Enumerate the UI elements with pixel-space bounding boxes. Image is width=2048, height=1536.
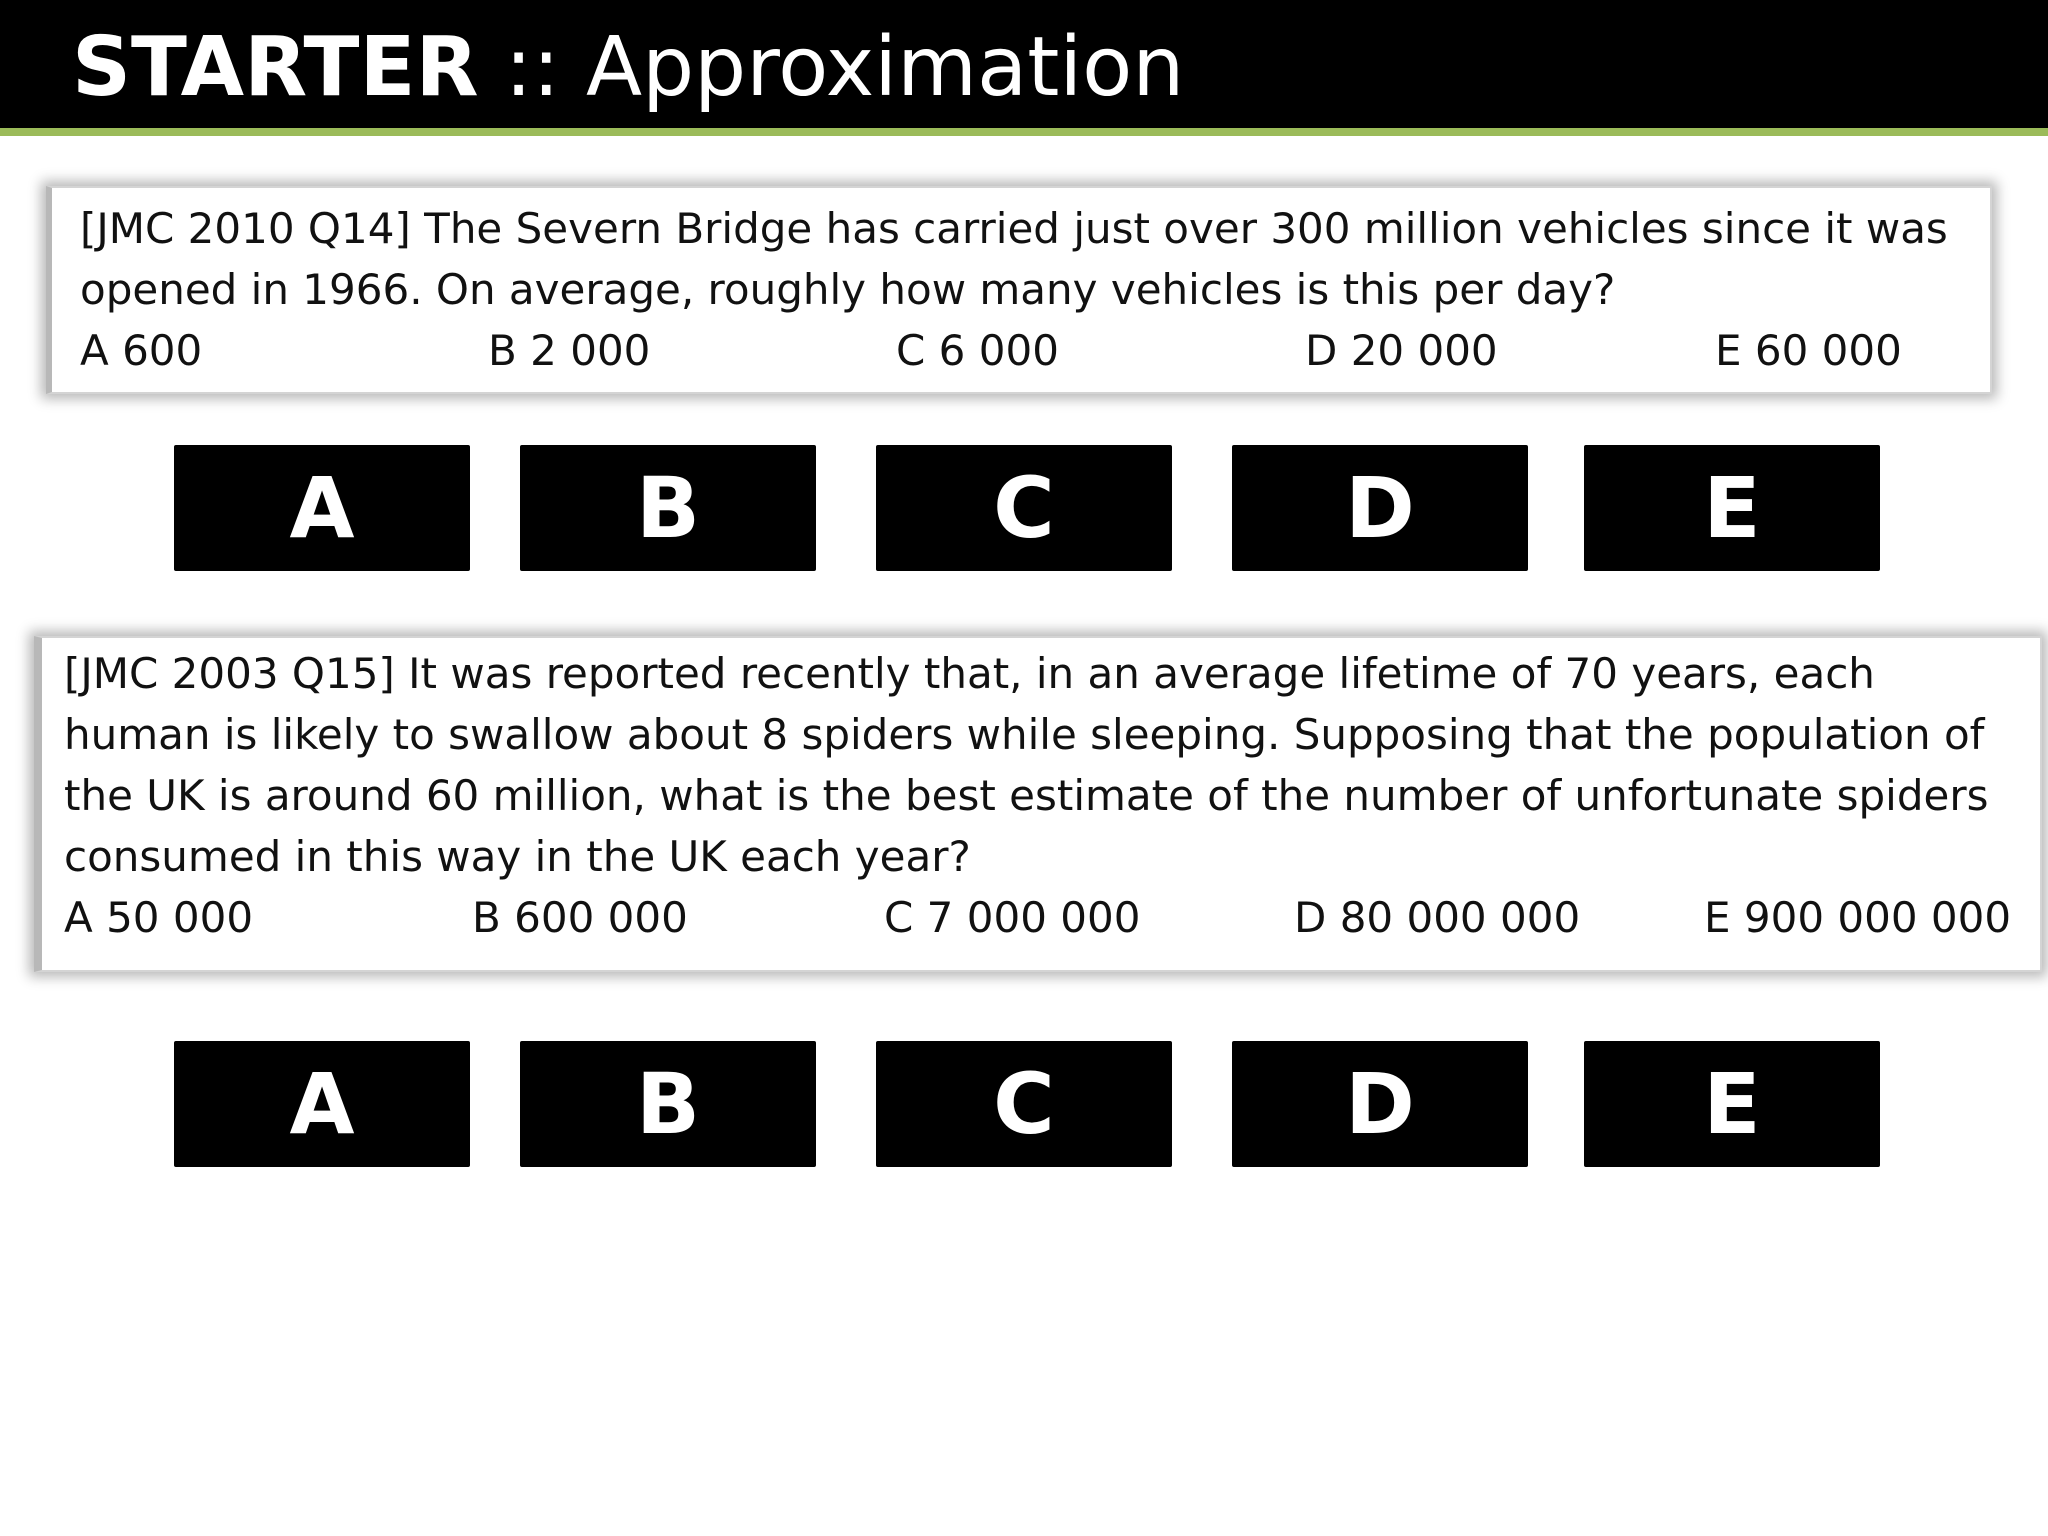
answer-c-button[interactable]: C [876, 1041, 1172, 1167]
question-2-line: the UK is around 60 million, what is the best estimate of the number of unfortunate spiders [64, 771, 1989, 820]
title-rest: :: Approximation [478, 20, 1185, 115]
question-2-line: consumed in this way in the UK each year? [64, 832, 971, 881]
answer-b-button[interactable]: B [520, 1041, 816, 1167]
answer-a-button[interactable]: A [174, 445, 470, 571]
question-1-text [80, 198, 1948, 320]
question-2-options [42, 887, 2040, 948]
title-bold: STARTER [72, 20, 479, 115]
answer-row-2 [0, 1041, 2048, 1167]
option-e: E 60 000 [1715, 326, 1902, 375]
answer-d-button[interactable]: D [1232, 445, 1528, 571]
option-a: A 600 [80, 326, 203, 375]
answer-c-button[interactable]: C [876, 445, 1172, 571]
question-2-line: [JMC 2003 Q15] It was reported recently that, in an average lifetime of 70 years, each [64, 649, 1875, 698]
option-e: E 900 000 000 [1704, 893, 2012, 942]
question-box-1 [46, 186, 1992, 394]
option-a: A 50 000 [64, 893, 254, 942]
answer-e-button[interactable]: E [1584, 445, 1880, 571]
question-1-options [52, 320, 1990, 381]
option-d: D 20 000 [1305, 326, 1498, 375]
option-b: B 600 000 [472, 893, 688, 942]
answer-row-1 [0, 445, 2048, 571]
question-box-2 [34, 636, 2042, 972]
option-c: C 6 000 [896, 326, 1059, 375]
answer-b-button[interactable]: B [520, 445, 816, 571]
option-b: B 2 000 [488, 326, 651, 375]
page-title [72, 18, 1184, 118]
question-1-line: opened in 1966. On average, roughly how many vehicles is this per day? [80, 265, 1616, 314]
answer-a-button[interactable]: A [174, 1041, 470, 1167]
option-d: D 80 000 000 [1294, 893, 1581, 942]
question-2-text [64, 643, 1988, 887]
question-2-line: human is likely to swallow about 8 spiders while sleeping. Supposing that the population of [64, 710, 1985, 759]
title-accent-line [0, 128, 2048, 136]
answer-d-button[interactable]: D [1232, 1041, 1528, 1167]
question-1-line: [JMC 2010 Q14] The Severn Bridge has carried just over 300 million vehicles since it was [80, 204, 1948, 253]
option-c: C 7 000 000 [884, 893, 1141, 942]
answer-e-button[interactable]: E [1584, 1041, 1880, 1167]
